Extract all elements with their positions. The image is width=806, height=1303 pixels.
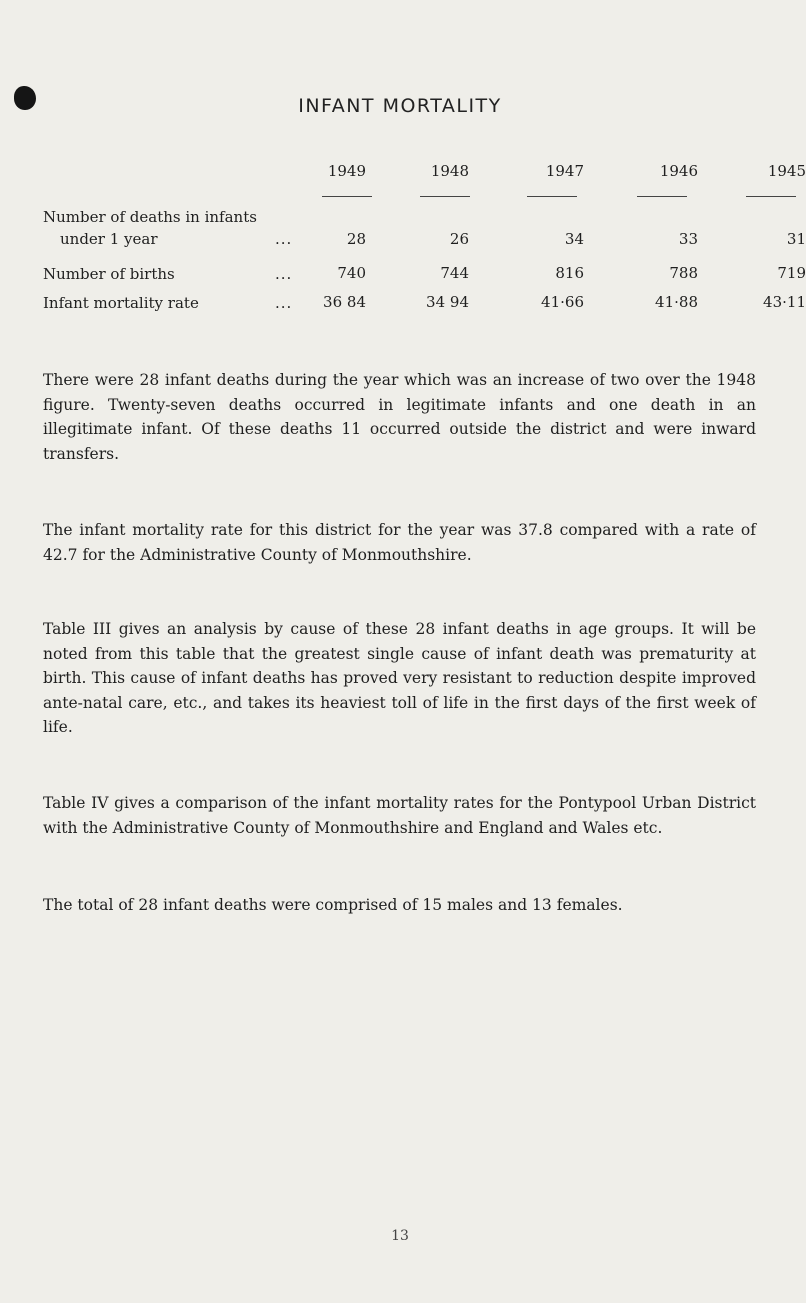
row-label-deaths-line2 bbox=[60, 229, 293, 250]
row-label-deaths-line1: Number of deaths in infants bbox=[43, 208, 257, 226]
page-title: INFANT MORTALITY bbox=[298, 95, 502, 117]
year-header: 1947 bbox=[545, 162, 584, 180]
paragraph: Table IV gives a comparison of the infant mortality rates for the Pontypool Urban District with the Administrative County of Monmouthshire and England and Wales etc. bbox=[43, 794, 756, 837]
mortality-table bbox=[0, 0, 806, 420]
header-rule bbox=[527, 196, 577, 197]
header-rule bbox=[637, 196, 687, 197]
table-cell: 34 bbox=[564, 230, 584, 248]
page-number: 13 bbox=[391, 1228, 409, 1244]
leader-dots: ... bbox=[275, 294, 293, 312]
table-cell: 36 84 bbox=[323, 293, 366, 311]
table-cell: 34 94 bbox=[426, 293, 469, 311]
table-cell: 41·66 bbox=[541, 293, 584, 311]
table-cell: 41·88 bbox=[655, 293, 698, 311]
year-header: 1949 bbox=[327, 162, 366, 180]
row-label-rate-text: Infant mortality rate bbox=[43, 294, 199, 312]
row-label-births bbox=[43, 264, 293, 285]
table-cell: 33 bbox=[678, 230, 698, 248]
table-cell: 719 bbox=[777, 264, 806, 282]
table-cell: 740 bbox=[337, 264, 366, 282]
row-label-births-text: Number of births bbox=[43, 265, 175, 283]
table-cell: 31 bbox=[786, 230, 806, 248]
paragraph: Table III gives an analysis by cause of these 28 infant deaths in age groups. It will be noted from this table that the greatest single cause of infant death was prematurity at birth. This cause of infant deaths has proved very resistant to reduction despite improved ante-natal care, etc., and takes its heaviest toll of life in the first days of the first week of life. bbox=[43, 620, 756, 736]
header-rule bbox=[322, 196, 372, 197]
table-cell: 816 bbox=[555, 264, 584, 282]
row-label-rate bbox=[43, 293, 293, 314]
header-rule bbox=[746, 196, 796, 197]
header-rule bbox=[420, 196, 470, 197]
paragraph: The total of 28 infant deaths were comprised of 15 males and 13 females. bbox=[43, 896, 623, 914]
year-header: 1948 bbox=[430, 162, 469, 180]
table-cell: 43·11 bbox=[763, 293, 806, 311]
leader-dots: ... bbox=[275, 265, 293, 283]
table-cell: 28 bbox=[346, 230, 366, 248]
table-cell: 26 bbox=[449, 230, 469, 248]
table-cell: 788 bbox=[669, 264, 698, 282]
year-header: 1945 bbox=[767, 162, 806, 180]
row-label-deaths-text: under 1 year bbox=[60, 230, 158, 248]
table-cell: 744 bbox=[440, 264, 469, 282]
leader-dots: ... bbox=[275, 230, 293, 248]
paragraph: There were 28 infant deaths during the year which was an increase of two over the 1948 figure. Twenty-seven deaths occurred in legitimate infants and one death in an illegitimate infant. Of these deaths 11 occurred outside the district and were inward transfers. bbox=[43, 371, 756, 463]
year-header: 1946 bbox=[659, 162, 698, 180]
paragraph: The infant mortality rate for this district for the year was 37.8 compared with a rate of 42.7 for the Administrative County of Monmouthshire. bbox=[43, 521, 756, 564]
